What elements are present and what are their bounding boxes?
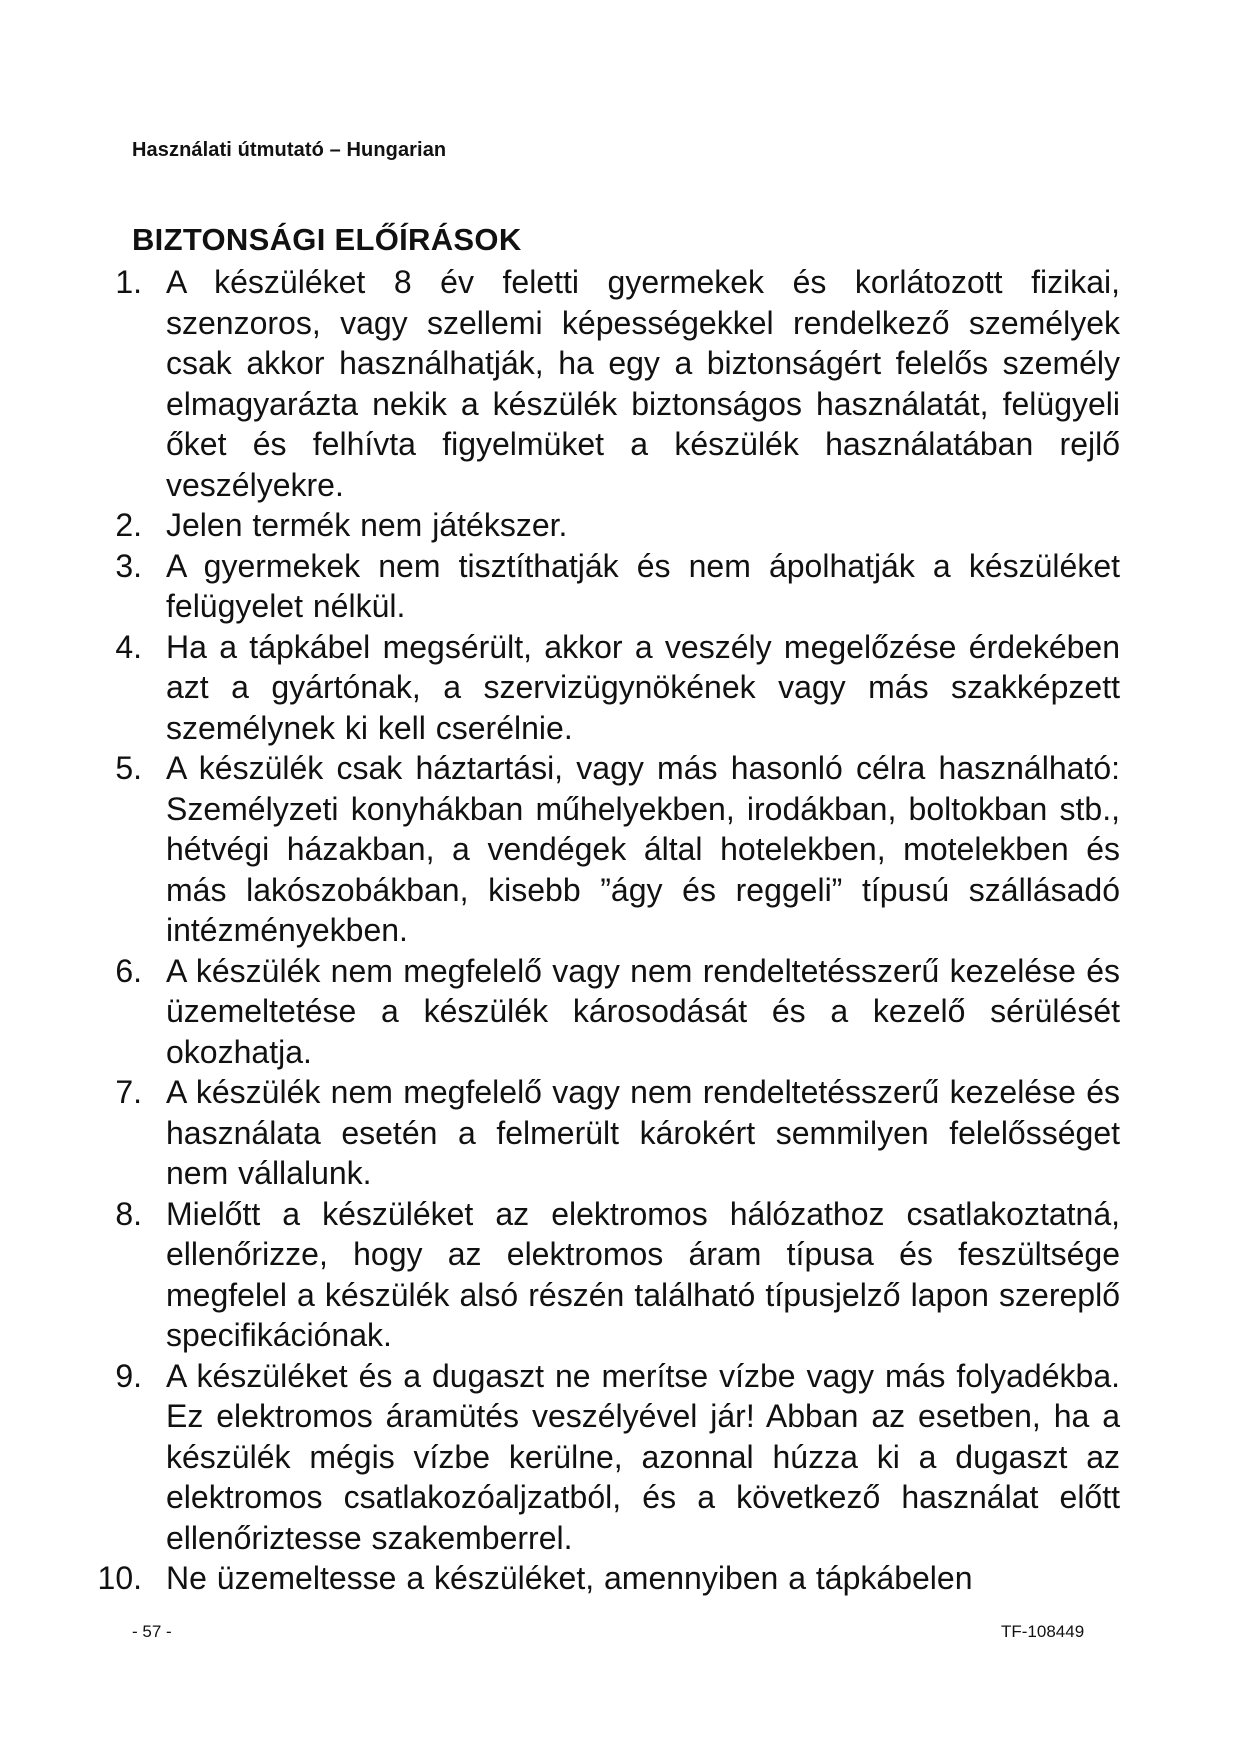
- rule-item-8: [80, 1194, 1120, 1356]
- rule-number: 1.: [115, 264, 142, 300]
- section-title: BIZTONSÁGI ELŐÍRÁSOK: [132, 222, 522, 257]
- rule-number: 5.: [115, 750, 142, 786]
- rule-number: 9.: [115, 1357, 142, 1394]
- rule-text: A készüléket 8 év feletti gyermekek és korlátozott fizikai, szenzoros, vagy szellemi képességekkel rendelkező személyek csak akkor használhatják, ha egy a biztonságért felelős személy elmagyarázta nekik a készülék biztonságos használatát, felügyeli őket és felhívta figyelmüket a készülék használatában rejlő veszélyekre.: [166, 264, 1120, 503]
- rule-text: Jelen termék nem játékszer.: [166, 507, 568, 543]
- rule-text: Mielőtt a készüléket az elektromos hálózathoz csatlakoztatná, ellenőrizze, hogy az elektromos áram típusa és feszültsége megfelel a készülék alsó részén található típusjelző lapon szereplő specifikációnak.: [166, 1195, 1120, 1353]
- rule-item-1: [80, 262, 1120, 505]
- rule-item-10: [80, 1558, 1120, 1599]
- rule-text: A készülék csak háztartási, vagy más hasonló célra használható: Személyzeti konyhákban műhelyekben, irodákban, boltokban stb., hétvégi házakban, a vendégek által hotelekben, motelekben és más lakószobákban, kisebb ”ágy és reggeli” típusú szállásadó intézményekben.: [166, 750, 1120, 948]
- rule-number: 10.: [97, 1560, 142, 1596]
- rule-text: A készülék nem megfelelő vagy nem rendeltetésszerű kezelése és üzemeltetése a készülék károsodását és a kezelő sérülését okozhatja.: [166, 952, 1120, 1070]
- rule-item-7: [80, 1072, 1120, 1194]
- rule-number: 6.: [115, 952, 142, 989]
- rule-text: A készülék nem megfelelő vagy nem rendeltetésszerű kezelése és használata esetén a felmerült károkért semmilyen felelősséget nem vállalunk.: [166, 1074, 1120, 1191]
- rule-text: Ne üzemeltesse a készüléket, amennyiben a tápkábelen: [166, 1560, 973, 1596]
- page-number: - 57 -: [132, 1622, 172, 1641]
- document-header: Használati útmutató – Hungarian: [132, 139, 447, 161]
- rule-number: 4.: [115, 628, 142, 665]
- rule-item-5: [80, 748, 1120, 951]
- safety-rules-list: [80, 262, 1120, 1599]
- rule-number: 8.: [115, 1195, 142, 1232]
- rule-number: 3.: [115, 547, 142, 584]
- rule-item-4: [80, 627, 1120, 749]
- rule-text: Ha a tápkábel megsérült, akkor a veszély megelőzése érdekében azt a gyártónak, a szervizügynökének vagy más szakképzett személynek ki kell cserélnie.: [166, 628, 1120, 746]
- rule-number: 7.: [115, 1074, 142, 1110]
- rule-item-2: [80, 505, 1120, 546]
- rule-item-9: [80, 1356, 1120, 1559]
- rule-number: 2.: [115, 507, 142, 543]
- rule-text: A gyermekek nem tisztíthatják és nem ápolhatják a készüléket felügyelet nélkül.: [166, 547, 1120, 624]
- rule-item-3: [80, 546, 1120, 627]
- product-code: TF-108449: [1001, 1622, 1085, 1641]
- rule-item-6: [80, 951, 1120, 1073]
- rule-text: A készüléket és a dugaszt ne merítse vízbe vagy más folyadékba. Ez elektromos áramütés veszélyével jár! Abban az esetben, ha a készülék mégis vízbe kerülne, azonnal húzza ki a dugaszt az elektromos csatlakozóaljzatból, és a következő használat előtt ellenőriztesse szakemberrel.: [166, 1357, 1120, 1556]
